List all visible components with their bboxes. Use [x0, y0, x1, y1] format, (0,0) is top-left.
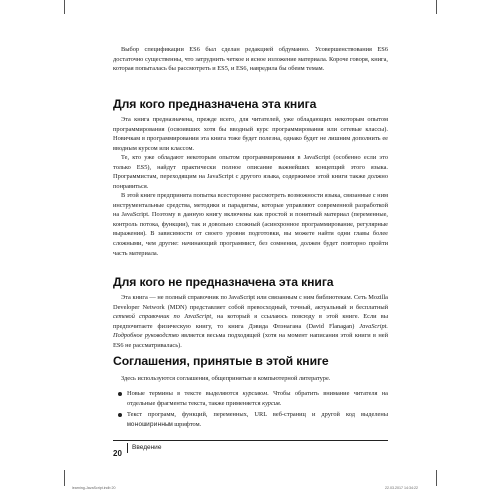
- list-item: Текст программ, функций, переменных, URL веб-страниц и другой код выделены моноширинным шрифтом.: [113, 410, 388, 429]
- audience-paragraph-1: Эта книга предназначена, прежде всего, для читателей, уже обладающих некоторым опытом программирования (освоивших хотя бы вводный курс программирования или сетевые классы). Новичкам в программировании эта книга тоже будет полезна, однако будет не лишним дополнить ее вводным курсом или классом.: [113, 116, 388, 152]
- section-heading-conventions: Соглашения, принятые в этой книге: [113, 354, 329, 368]
- mdn-reference-italic: сетевой справочник по JavaScript: [113, 313, 212, 321]
- footer-rule: [113, 440, 388, 441]
- conventions-list: [113, 389, 388, 431]
- not-audience-text-2: , на который я ссылаюсь повсюду в этой книге. Если вы предпочитаете физическую книгу, то книга Дэвида Флэнагана (David Flanagan): [113, 313, 388, 330]
- conventions-intro: Здесь используются соглашения, общепринятые в компьютерной литературе.: [121, 375, 331, 382]
- flanagan-book-italic: JavaScript. Подробное руководство: [113, 322, 388, 340]
- bullet-icon: [118, 413, 122, 417]
- chapter-title: Введение: [132, 444, 162, 451]
- section-heading-audience: Для кого предназначена эта книга: [113, 97, 317, 111]
- crop-mark-top-left: [64, 0, 65, 14]
- footer-separator: [127, 443, 128, 453]
- audience-paragraph-2: Те, кто уже обладают некоторым опытом программирования в JavaScript (особенно если это только ES5), найдут практически полное описание важнейших концепций этого языка. Программистам, переходящим на JavaScript с другого языка, содержимое этой книги также должно понравиться.: [113, 154, 388, 190]
- intro-paragraph: Выбор спецификации ES6 был сделан редакцией обдуманно. Усовершенствования ES6 достаточно существенны, что затруднить четкое и ясное изложение материала. Короче говоря, книга, которая попыталась бы рассмотреть и ES5, и ES6, навредила бы обеим темам.: [113, 46, 388, 73]
- crop-mark-bottom-right: [436, 470, 437, 486]
- print-slug-date: 22.03.2017 14:34:22: [385, 486, 418, 490]
- crop-mark-top-right: [436, 0, 437, 14]
- crop-mark-bottom-left: [64, 470, 65, 486]
- not-audience-text-3: является весьма подходящей (хотя на момент написания этой книги в ней ES6 не рассматривалась).: [113, 332, 388, 349]
- audience-paragraph-3: В этой книге предпринята попытка всесторонне рассмотреть возможности языка, связанные с ним инструментальные средства, методики и парадигмы, которые управляют современной разработкой на JavaScript. Поэтому в данную книгу включены как простой и понятный материал (переменные, контроль потока, функции), так и довольно сложный (асинхронное программирование, регулярные выражения). В зависимости от своего уровня подготовки, вы можете найти одни главы более сложными, чем другие: начинающий программист, без сомнения, должен будет повторно пройти часть материала.: [113, 192, 388, 257]
- page-footer: [113, 443, 162, 461]
- page-number: 20: [113, 449, 122, 458]
- print-slug-file: learning-JavaScript.indb 20: [72, 486, 116, 490]
- not-audience-text-1: Эта книга — не полный справочник по JavaScript или связанным с ним библиотекам. Сеть Mozilla Developer Network (MDN) представляет собой превосходный, точный, актуальный и бесплатный: [113, 294, 388, 311]
- list-item: Новые термины в тексте выделяются курсивом. Чтобы обратить внимание читателя на отдельные фрагменты текста, также применяется курсив.: [113, 389, 388, 408]
- bullet-icon: [118, 392, 122, 396]
- section-heading-not-audience: Для кого не предназначена эта книга: [113, 275, 334, 289]
- not-audience-paragraph: [113, 293, 388, 351]
